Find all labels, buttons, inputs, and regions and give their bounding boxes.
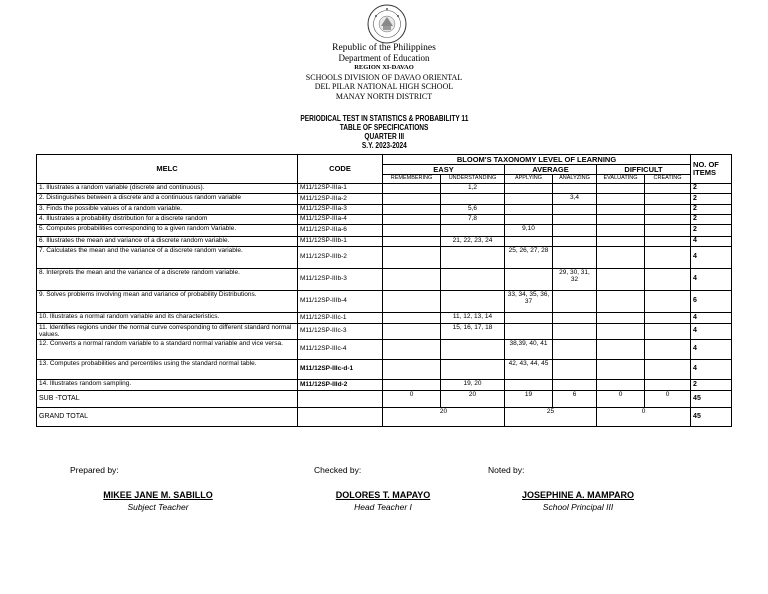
item-numbers-cell (645, 268, 691, 290)
item-numbers-cell (505, 214, 553, 224)
code-cell: M11/12SP-IIIa-2 (298, 193, 383, 204)
item-numbers-cell (553, 236, 597, 246)
item-numbers-cell (597, 224, 645, 236)
item-numbers-cell (597, 268, 645, 290)
items-count-cell: 4 (691, 339, 732, 359)
items-count-cell: 2 (691, 204, 732, 214)
grand-total-items: 45 (691, 407, 732, 426)
blooms-header: BLOOM'S TAXONOMY LEVEL OF LEARNING (383, 155, 691, 165)
melc-cell: 4. Illustrates a probability distribution for a discrete random (37, 214, 298, 224)
deped-seal-logo (367, 4, 407, 44)
item-numbers-cell (597, 204, 645, 214)
checked-by-role: Head Teacher I (354, 502, 412, 512)
item-numbers-cell (441, 290, 505, 312)
item-numbers-cell (553, 246, 597, 268)
code-cell: M11/12SP-IIIc-1 (298, 312, 383, 323)
item-numbers-cell (505, 193, 553, 204)
item-numbers-cell: 3,4 (553, 193, 597, 204)
item-numbers-cell (505, 323, 553, 339)
table-row (37, 290, 732, 312)
code-cell: M11/12SP-IIIb-2 (298, 246, 383, 268)
test-title: PERIODICAL TEST IN STATISTICS & PROBABILITY 11 (300, 114, 468, 123)
item-numbers-cell (505, 236, 553, 246)
subtotal-value: 0 (645, 390, 691, 407)
school-year-title: S.Y. 2023-2024 (361, 141, 407, 150)
applying-header: APPLYING (505, 175, 553, 184)
items-count-cell: 6 (691, 290, 732, 312)
code-cell: M11/12SP-IIIa-6 (298, 224, 383, 236)
difficult-header: DIFFICULT (597, 165, 691, 175)
table-of-specifications (36, 154, 732, 427)
item-numbers-cell (383, 204, 441, 214)
district-line: MANAY NORTH DISTRICT (335, 91, 433, 101)
item-numbers-cell (597, 193, 645, 204)
item-numbers-cell (441, 224, 505, 236)
item-numbers-cell (645, 246, 691, 268)
grand-total-difficult: 0 (597, 407, 691, 426)
items-count-cell: 4 (691, 359, 732, 379)
code-cell: M11/12SP-IIIb-4 (298, 290, 383, 312)
item-numbers-cell (597, 214, 645, 224)
item-numbers-cell (645, 339, 691, 359)
melc-cell: 5. Computes probabilities corresponding to a given random Variable. (37, 224, 298, 236)
republic-line: Republic of the Philippines (332, 43, 436, 53)
creating-header: CREATING (645, 175, 691, 184)
noted-by-role: School Principal III (542, 502, 614, 512)
items-count-cell: 2 (691, 224, 732, 236)
items-count-cell: 4 (691, 236, 732, 246)
item-numbers-cell (645, 359, 691, 379)
table-row (37, 204, 732, 214)
item-numbers-cell (441, 339, 505, 359)
items-count-cell: 4 (691, 323, 732, 339)
grand-total-easy: 20 (383, 407, 505, 426)
remembering-header: REMEMBERING (383, 175, 441, 184)
item-numbers-cell: 42, 43, 44, 45 (505, 359, 553, 379)
item-numbers-cell (383, 193, 441, 204)
analyzing-header: ANALYZING (553, 175, 597, 184)
item-numbers-cell: 1,2 (441, 183, 505, 193)
item-numbers-cell: 5,6 (441, 204, 505, 214)
item-numbers-cell (383, 214, 441, 224)
code-cell: M11/12SP-IIIc-d-1 (298, 359, 383, 379)
items-count-cell: 4 (691, 246, 732, 268)
table-row (37, 193, 732, 204)
item-numbers-cell (553, 359, 597, 379)
item-numbers-cell (383, 359, 441, 379)
code-cell: M11/12SP-IIIb-3 (298, 268, 383, 290)
item-numbers-cell (645, 312, 691, 323)
school-line: DEL PILAR NATIONAL HIGH SCHOOL (314, 82, 454, 91)
item-numbers-cell: 7,8 (441, 214, 505, 224)
items-count-cell: 2 (691, 183, 732, 193)
item-numbers-cell (645, 323, 691, 339)
code-cell: M11/12SP-IIId-2 (298, 379, 383, 390)
melc-cell: 2. Distinguishes between a discrete and a continuous random variable (37, 193, 298, 204)
region-line: REGION XI-DAVAO (354, 64, 414, 71)
code-header: CODE (298, 155, 383, 184)
item-numbers-cell (383, 323, 441, 339)
item-numbers-cell (597, 323, 645, 339)
items-count-cell: 2 (691, 379, 732, 390)
item-numbers-cell (383, 236, 441, 246)
table-row (37, 312, 732, 323)
item-numbers-cell (441, 246, 505, 268)
item-numbers-cell (553, 339, 597, 359)
noted-by-label: Noted by: (488, 465, 525, 475)
division-line: SCHOOLS DIVISION OF DAVAO ORIENTAL (305, 72, 463, 82)
subtotal-value: 19 (505, 390, 553, 407)
item-numbers-cell (553, 214, 597, 224)
item-numbers-cell (553, 323, 597, 339)
item-numbers-cell (597, 236, 645, 246)
item-numbers-cell (553, 183, 597, 193)
item-numbers-cell (645, 224, 691, 236)
table-row (37, 246, 732, 268)
subtotal-value: 0 (597, 390, 645, 407)
grand-total-row (37, 407, 732, 426)
prepared-by-name: MIKEE JANE M. SABILLO (103, 490, 213, 500)
item-numbers-cell (383, 379, 441, 390)
code-cell: M11/12SP-IIIa-3 (298, 204, 383, 214)
item-numbers-cell (645, 236, 691, 246)
noted-by-name: JOSEPHINE A. MAMPARO (521, 490, 634, 500)
item-numbers-cell (383, 246, 441, 268)
understanding-header: UNDERSTANDING (441, 175, 505, 184)
item-numbers-cell (597, 312, 645, 323)
item-numbers-cell (441, 193, 505, 204)
grand-total-label: GRAND TOTAL (37, 407, 298, 426)
table-row (37, 236, 732, 246)
items-count-cell: 4 (691, 312, 732, 323)
table-row (37, 214, 732, 224)
item-numbers-cell (645, 214, 691, 224)
item-numbers-cell (505, 183, 553, 193)
items-count-cell: 4 (691, 268, 732, 290)
item-numbers-cell: 21, 22, 23, 24 (441, 236, 505, 246)
subtotal-label: SUB -TOTAL (37, 390, 298, 407)
department-line: Department of Education (338, 52, 430, 63)
item-numbers-cell (441, 268, 505, 290)
item-numbers-cell (645, 183, 691, 193)
item-numbers-cell (505, 268, 553, 290)
item-numbers-cell (553, 290, 597, 312)
prepared-by-label: Prepared by: (70, 465, 119, 475)
code-cell: M11/12SP-IIIb-1 (298, 236, 383, 246)
item-numbers-cell: 33, 34, 35, 36, 37 (505, 290, 553, 312)
item-numbers-cell: 19, 20 (441, 379, 505, 390)
item-numbers-cell (645, 379, 691, 390)
melc-cell: 10. Illustrates a normal random variable and its characteristics. (37, 312, 298, 323)
item-numbers-cell: 15, 16, 17, 18 (441, 323, 505, 339)
item-numbers-cell (645, 204, 691, 214)
item-numbers-cell (505, 204, 553, 214)
tos-title: TABLE OF SPECIFICATIONS (339, 123, 429, 132)
item-numbers-cell (383, 290, 441, 312)
melc-cell: 12. Converts a normal random variable to a standard normal variable and vice versa. (37, 339, 298, 359)
quarter-title: QUARTER III (364, 132, 404, 141)
code-cell: M11/12SP-IIIc-4 (298, 339, 383, 359)
evaluating-header: EVALUATING (597, 175, 645, 184)
item-numbers-cell (645, 290, 691, 312)
item-numbers-cell (597, 246, 645, 268)
subtotal-row (37, 390, 732, 407)
subtotal-value: 6 (553, 390, 597, 407)
melc-cell: 7. Calculates the mean and the variance of a discrete random variable. (37, 246, 298, 268)
document-titles (0, 114, 768, 150)
item-numbers-cell (505, 312, 553, 323)
melc-cell: 1. Illustrates a random variable (discrete and continuous). (37, 183, 298, 193)
table-row (37, 183, 732, 193)
item-numbers-cell (597, 379, 645, 390)
item-numbers-cell (553, 379, 597, 390)
melc-cell: 14. Illustrates random sampling. (37, 379, 298, 390)
item-numbers-cell (383, 268, 441, 290)
item-numbers-cell (383, 183, 441, 193)
item-numbers-cell (597, 183, 645, 193)
document-header (0, 44, 768, 101)
table-row (37, 323, 732, 339)
subtotal-code-cell (298, 390, 383, 407)
items-count-cell: 2 (691, 193, 732, 204)
item-numbers-cell (645, 193, 691, 204)
table-row (37, 224, 732, 236)
item-numbers-cell: 25, 26, 27, 28 (505, 246, 553, 268)
melc-header: MELC (37, 155, 298, 184)
item-numbers-cell (597, 290, 645, 312)
melc-cell: 9. Solves problems involving mean and variance of probability Distributions. (37, 290, 298, 312)
item-numbers-cell (383, 312, 441, 323)
grand-total-average: 25 (505, 407, 597, 426)
table-row (37, 339, 732, 359)
subtotal-value: 20 (441, 390, 505, 407)
item-numbers-cell (441, 359, 505, 379)
melc-cell: 13. Computes probabilities and percentiles using the standard normal table. (37, 359, 298, 379)
checked-by-label: Checked by: (314, 465, 362, 475)
item-numbers-cell (597, 339, 645, 359)
melc-cell: 6. Illustrates the mean and variance of a discrete random variable. (37, 236, 298, 246)
melc-cell: 3. Finds the possible values of a random variable. (37, 204, 298, 214)
items-header: NO. OF ITEMS (691, 155, 732, 184)
items-count-cell: 2 (691, 214, 732, 224)
melc-cell: 8. Interprets the mean and the variance of a discrete random variable. (37, 268, 298, 290)
table-row (37, 379, 732, 390)
table-row (37, 359, 732, 379)
grand-total-code-cell (298, 407, 383, 426)
item-numbers-cell (505, 379, 553, 390)
average-header: AVERAGE (505, 165, 597, 175)
item-numbers-cell (383, 224, 441, 236)
checked-by-name: DOLORES T. MAPAYO (335, 490, 431, 500)
easy-header: EASY (383, 165, 505, 175)
code-cell: M11/12SP-IIIa-1 (298, 183, 383, 193)
item-numbers-cell (597, 359, 645, 379)
subtotal-value: 0 (383, 390, 441, 407)
code-cell: M11/12SP-IIIc-3 (298, 323, 383, 339)
melc-cell: 11. Identifies regions under the normal curve corresponding to different standard normal values. (37, 323, 298, 339)
item-numbers-cell: 11, 12, 13, 14 (441, 312, 505, 323)
code-cell: M11/12SP-IIIa-4 (298, 214, 383, 224)
item-numbers-cell (383, 339, 441, 359)
prepared-by-role: Subject Teacher (127, 502, 189, 512)
subtotal-items: 45 (691, 390, 732, 407)
item-numbers-cell (553, 312, 597, 323)
item-numbers-cell: 29, 30, 31, 32 (553, 268, 597, 290)
item-numbers-cell (553, 224, 597, 236)
item-numbers-cell: 38,39, 40, 41 (505, 339, 553, 359)
table-row (37, 268, 732, 290)
item-numbers-cell (553, 204, 597, 214)
item-numbers-cell: 9,10 (505, 224, 553, 236)
